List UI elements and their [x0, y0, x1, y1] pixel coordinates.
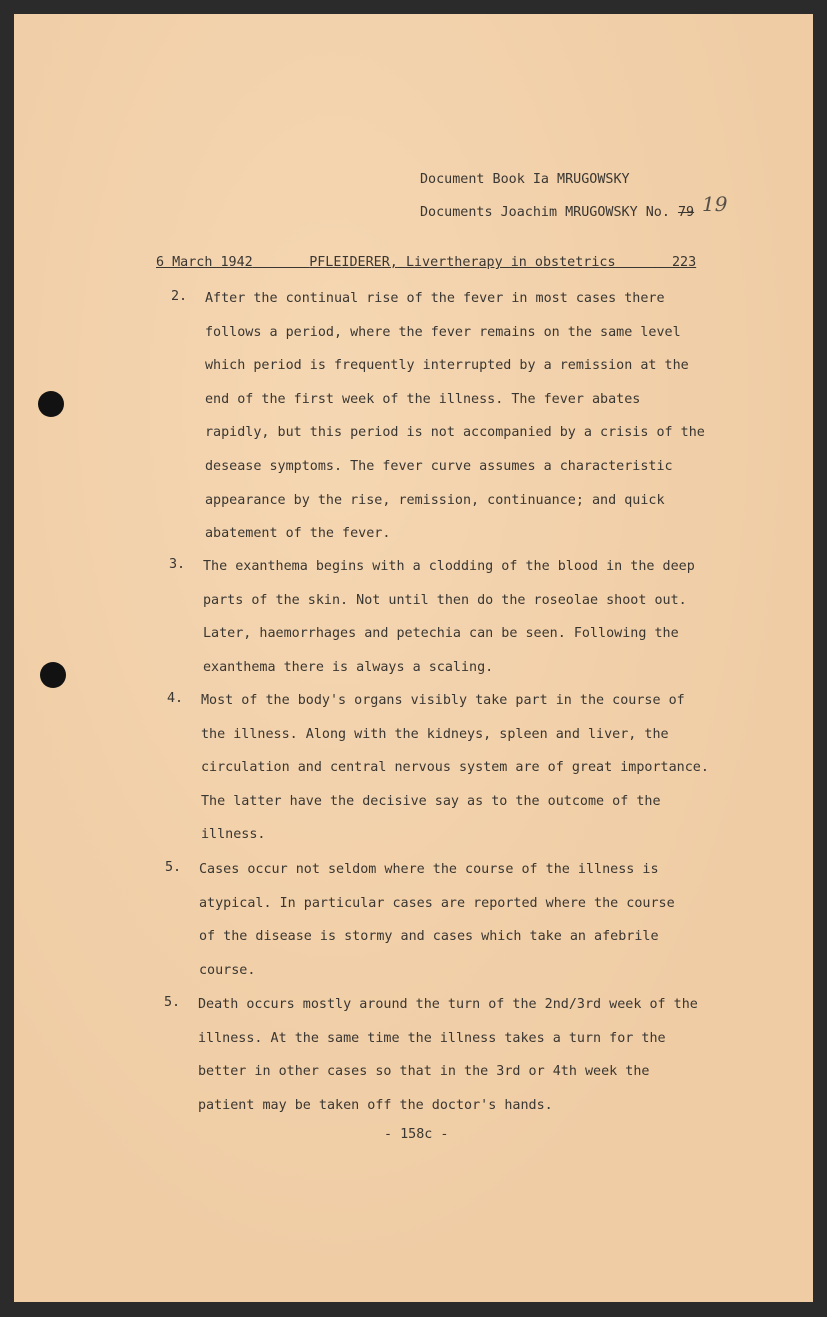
text-line: The exanthema begins with a clodding of the blood in the deep	[203, 559, 695, 574]
punch-hole-lower	[40, 662, 66, 688]
text-line: Most of the body's organs visibly take part in the course of	[201, 693, 685, 708]
documents-label: Documents Joachim MRUGOWSKY No.	[420, 205, 670, 220]
paragraph-number: 4.	[167, 691, 184, 706]
text-line: parts of the skin. Not until then do the roseolae shoot out.	[203, 592, 687, 608]
text-line: better in other cases so that in the 3rd or 4th week the	[198, 1064, 650, 1080]
struck-document-number: 79	[677, 205, 695, 220]
text-line: abatement of the fever.	[205, 526, 391, 542]
document-book-label: Document Book Ia MRUGOWSKY	[420, 172, 630, 187]
text-line: course.	[199, 962, 256, 978]
text-line: After the continual rise of the fever in most cases there	[205, 291, 665, 306]
text-line: follows a period, where the fever remains on the same level	[205, 324, 681, 340]
running-head-title: Livertherapy in obstetrics	[405, 255, 616, 270]
text-line: illness. At the same time the illness takes a turn for the	[198, 1030, 666, 1046]
text-line: end of the first week of the illness. The fever abates	[205, 391, 641, 407]
text-line: the illness. Along with the kidneys, spleen and liver, the	[201, 726, 669, 742]
text-line: illness.	[201, 827, 266, 843]
text-line: rapidly, but this period is not accompanied by a crisis of the	[205, 425, 705, 441]
paragraph-number: 5.	[164, 995, 181, 1010]
text-line: The latter have the decisive say as to the outcome of the	[201, 793, 661, 809]
text-line: Cases occur not seldom where the course of the illness is	[199, 862, 659, 877]
text-line: appearance by the rise, remission, continuance; and quick	[205, 492, 665, 508]
text-line: Death occurs mostly around the turn of the 2nd/3rd week of the	[198, 997, 698, 1012]
text-line: atypical. In particular cases are reported where the course	[199, 895, 675, 911]
text-line: which period is frequently interrupted by a remission at the	[205, 358, 689, 374]
documents-number-line	[420, 205, 694, 220]
text-line: desease symptoms. The fever curve assumes a characteristic	[205, 458, 673, 474]
paragraph-number: 5.	[165, 860, 182, 875]
running-head-page: 223	[671, 255, 697, 270]
running-head	[156, 255, 696, 270]
paragraph-number: 2.	[171, 289, 188, 304]
text-line: patient may be taken off the doctor's hands.	[198, 1097, 553, 1113]
paragraph-number: 3.	[169, 557, 186, 572]
running-head-author: PFLEIDERER,	[309, 255, 398, 270]
document-page	[14, 14, 813, 1302]
handwritten-document-number: 19	[702, 192, 728, 216]
punch-hole-upper	[38, 391, 64, 417]
running-head-date: 6 March 1942	[156, 255, 253, 270]
text-line: circulation and central nervous system are of great importance.	[201, 760, 709, 776]
page-number: - 158c -	[384, 1127, 449, 1142]
text-line: Later, haemorrhages and petechia can be seen. Following the	[203, 626, 679, 642]
text-line: of the disease is stormy and cases which take an afebrile	[199, 929, 659, 945]
text-line: exanthema there is always a scaling.	[203, 659, 494, 675]
